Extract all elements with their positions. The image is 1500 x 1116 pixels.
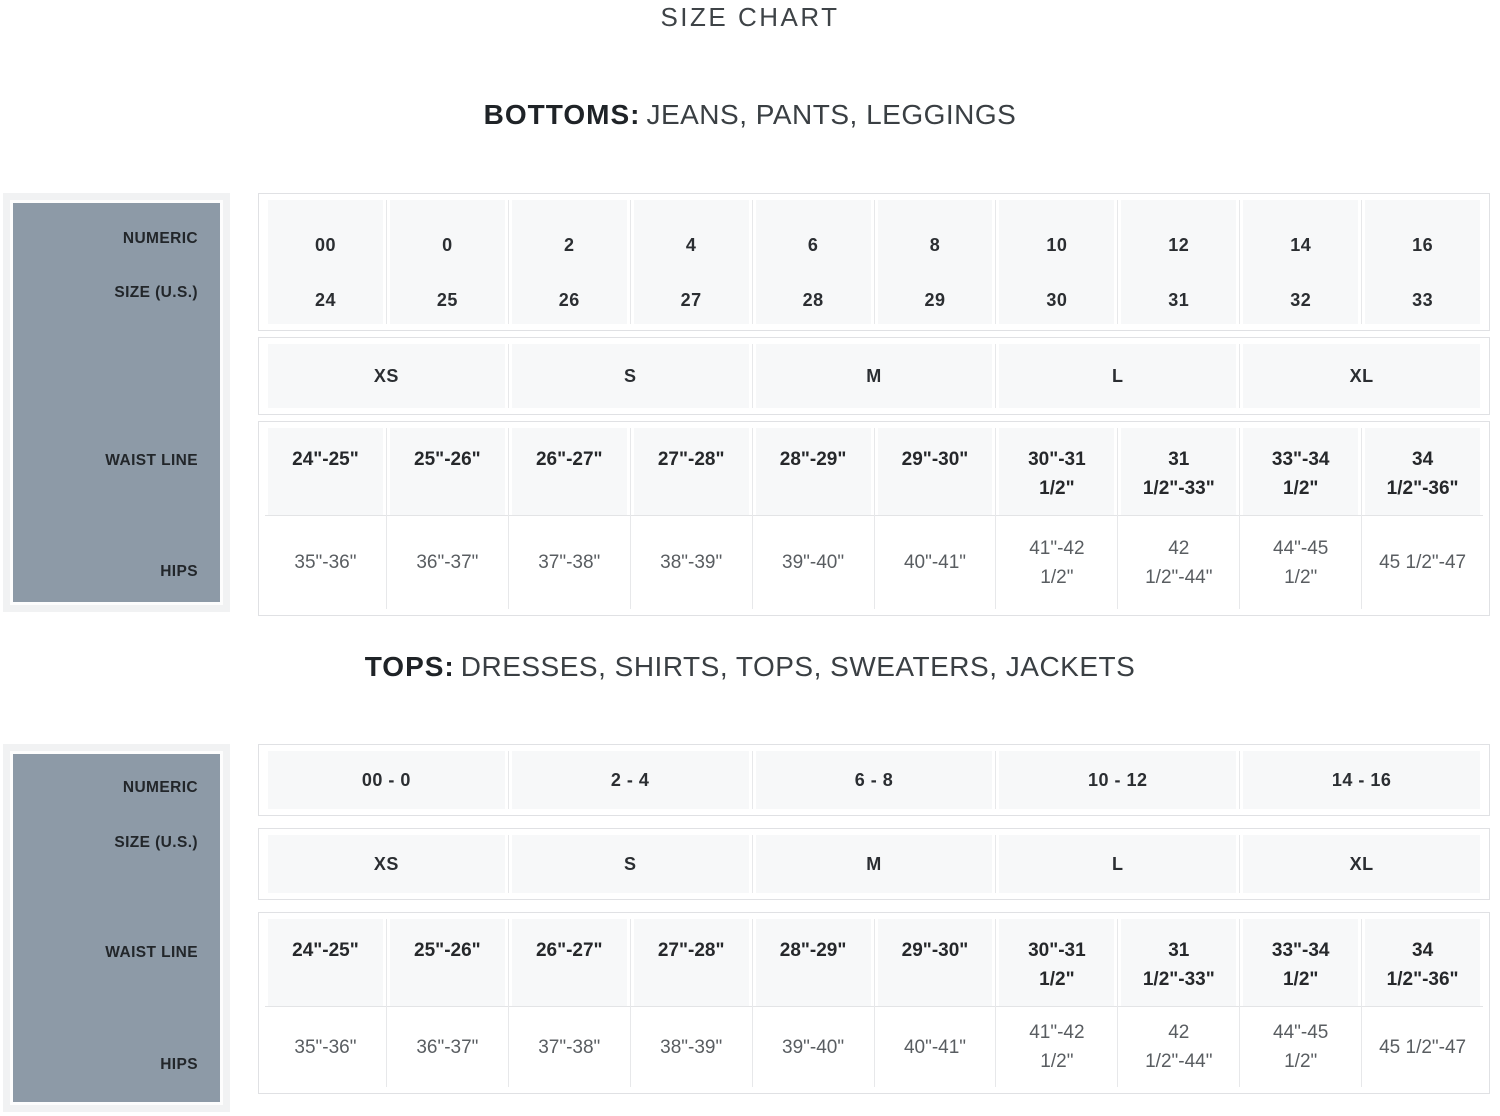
measurement-column (630, 919, 752, 1087)
measurement-column (386, 428, 508, 609)
waist-line-cell (631, 428, 752, 516)
tops-grid (258, 744, 1490, 1094)
numeric-range-value: 10 - 12 (999, 751, 1236, 809)
letter-size-value: XS (268, 835, 505, 893)
hips-cell (265, 516, 386, 609)
tops-label-numeric: NUMERIC (122, 779, 198, 796)
numeric-size-inch: 33 (1412, 290, 1434, 310)
numeric-size-cell (1361, 200, 1483, 324)
numeric-size-us: 00 (314, 235, 336, 255)
numeric-size-cell (630, 200, 752, 324)
measurement-column (995, 428, 1117, 609)
waist-line-cell (387, 919, 508, 1007)
measurement-column (1361, 919, 1483, 1087)
hips-cell (631, 1007, 752, 1087)
numeric-range-cell (995, 751, 1239, 809)
numeric-range-value: 14 - 16 (1243, 751, 1480, 809)
bottoms-numeric-size-row (258, 193, 1490, 331)
numeric-size-us: 8 (929, 235, 941, 255)
numeric-size-cell (1117, 200, 1239, 324)
measurement-column (752, 428, 874, 609)
numeric-size-cell (386, 200, 508, 324)
letter-size-value: L (999, 835, 1236, 893)
tops-letter-size-row (258, 828, 1490, 900)
numeric-size-cell (995, 200, 1117, 324)
waist-line-value: 25"-26" (414, 449, 481, 470)
bottoms-side-panel-background (10, 200, 223, 605)
letter-size-cell (1239, 344, 1483, 408)
hips-cell (753, 516, 874, 609)
tops-label-size-us: SIZE (U.S.) (114, 834, 198, 851)
hips-cell (1118, 1007, 1239, 1087)
waist-line-value: 34 1/2"-36" (1386, 940, 1459, 990)
numeric-size-inch: 32 (1290, 290, 1312, 310)
hips-value: 37"-38" (538, 552, 601, 573)
hips-value: 35"-36" (294, 552, 357, 573)
waist-line-value: 31 1/2"-33" (1142, 940, 1215, 990)
hips-value: 40"-41" (903, 552, 967, 573)
hips-value: 42 1/2"-44" (1145, 1022, 1213, 1072)
hips-value: 42 1/2"-44" (1145, 537, 1213, 588)
letter-size-cell (265, 835, 508, 893)
numeric-size-inch: 27 (680, 290, 702, 310)
letter-size-cell (995, 835, 1239, 893)
numeric-size-cell (508, 200, 630, 324)
bottoms-label-hips: HIPS (160, 563, 198, 580)
bottoms-label-numeric: NUMERIC (122, 230, 198, 247)
hips-cell (996, 516, 1117, 609)
hips-cell (387, 1007, 508, 1087)
tops-numeric-size-row (258, 744, 1490, 816)
letter-size-value: XL (1243, 344, 1480, 408)
measurement-column (1239, 919, 1361, 1087)
hips-cell (509, 516, 630, 609)
waist-line-cell (1118, 428, 1239, 516)
tops-heading (0, 650, 1500, 684)
hips-value: 41"-42 1/2" (1029, 1022, 1085, 1072)
tops-side-panel-background (10, 751, 223, 1105)
numeric-size-us: 10 (1046, 235, 1068, 255)
numeric-size-us: 2 (564, 235, 575, 255)
hips-value: 39"-40" (782, 1036, 845, 1058)
letter-size-cell (508, 344, 752, 408)
hips-value: 38"-39" (660, 1036, 723, 1058)
numeric-range-cell (265, 751, 508, 809)
bottoms-label-size-us: SIZE (U.S.) (114, 284, 198, 301)
numeric-size-inch: 25 (436, 290, 458, 310)
bottoms-label-waist-line: WAIST LINE (105, 452, 198, 469)
measurement-column (1361, 428, 1483, 609)
bottoms-heading-category: BOTTOMS: (483, 99, 641, 130)
numeric-range-value: 2 - 4 (512, 751, 749, 809)
letter-size-cell (752, 835, 996, 893)
numeric-range-cell (752, 751, 996, 809)
tops-measurements-rows (258, 912, 1490, 1094)
waist-line-value: 33"-34 1/2" (1271, 940, 1330, 990)
waist-line-cell (265, 428, 386, 516)
measurement-column (386, 919, 508, 1087)
measurement-column (874, 919, 996, 1087)
numeric-size-cell (752, 200, 874, 324)
numeric-size-inch: 31 (1168, 290, 1190, 310)
bottoms-measurements-rows (258, 421, 1490, 616)
waist-line-value: 27"-28" (657, 940, 725, 961)
waist-line-cell (1240, 919, 1361, 1007)
letter-size-cell (1239, 835, 1483, 893)
numeric-size-cell (874, 200, 996, 324)
bottoms-heading (0, 98, 1500, 132)
letter-size-cell (508, 835, 752, 893)
waist-line-cell (509, 919, 630, 1007)
numeric-size-us: 0 (442, 235, 453, 255)
hips-cell (1362, 516, 1483, 609)
numeric-size-inch: 24 (314, 290, 336, 310)
numeric-range-value: 6 - 8 (756, 751, 993, 809)
letter-size-value: S (512, 344, 749, 408)
letter-size-value: S (512, 835, 749, 893)
numeric-size-us: 12 (1168, 235, 1190, 255)
numeric-range-cell (508, 751, 752, 809)
waist-line-cell (387, 428, 508, 516)
hips-value: 41"-42 1/2" (1029, 537, 1085, 588)
measurement-column (508, 428, 630, 609)
waist-line-value: 26"-27" (535, 449, 603, 470)
hips-value: 39"-40" (782, 552, 845, 573)
measurement-column (630, 428, 752, 609)
hips-value: 36"-37" (416, 1036, 479, 1058)
waist-line-cell (1362, 919, 1483, 1007)
numeric-range-value: 00 - 0 (268, 751, 505, 809)
measurement-column (1117, 428, 1239, 609)
hips-value: 44"-45 1/2" (1273, 537, 1329, 588)
waist-line-cell (875, 428, 996, 516)
numeric-size-cell (265, 200, 386, 324)
letter-size-value: L (999, 344, 1236, 408)
waist-line-value: 24"-25" (292, 449, 359, 470)
letter-size-value: XL (1243, 835, 1480, 893)
tops-heading-items: DRESSES, SHIRTS, TOPS, SWEATERS, JACKETS (460, 651, 1136, 682)
hips-cell (1118, 516, 1239, 609)
hips-value: 38"-39" (660, 552, 723, 573)
hips-cell (387, 516, 508, 609)
size-chart-page (0, 2, 1500, 1112)
waist-line-value: 29"-30" (901, 449, 969, 470)
measurement-column (508, 919, 630, 1087)
waist-line-value: 26"-27" (535, 940, 603, 961)
hips-cell (631, 516, 752, 609)
waist-line-cell (1240, 428, 1361, 516)
waist-line-value: 29"-30" (901, 940, 969, 961)
bottoms-table (0, 193, 1500, 616)
waist-line-cell (753, 428, 874, 516)
waist-line-cell (1118, 919, 1239, 1007)
letter-size-value: M (756, 344, 993, 408)
hips-value: 37"-38" (538, 1036, 601, 1058)
hips-cell (509, 1007, 630, 1087)
waist-line-cell (265, 919, 386, 1007)
hips-cell (265, 1007, 386, 1087)
hips-value: 45 1/2"-47 (1379, 1036, 1467, 1058)
tops-side-label-panel (3, 744, 230, 1112)
numeric-size-us: 6 (807, 235, 819, 255)
hips-value: 35"-36" (294, 1036, 357, 1058)
measurement-column (265, 428, 386, 609)
hips-cell (875, 1007, 996, 1087)
waist-line-cell (996, 428, 1117, 516)
hips-value: 36"-37" (416, 552, 479, 573)
numeric-range-cell (1239, 751, 1483, 809)
hips-cell (753, 1007, 874, 1087)
measurement-column (1117, 919, 1239, 1087)
bottoms-heading-items: JEANS, PANTS, LEGGINGS (646, 99, 1017, 130)
measurement-column (1239, 428, 1361, 609)
hips-cell (1362, 1007, 1483, 1087)
measurement-column (874, 428, 996, 609)
hips-cell (996, 1007, 1117, 1087)
tops-label-hips: HIPS (160, 1056, 198, 1073)
waist-line-cell (996, 919, 1117, 1007)
bottoms-side-label-panel (3, 193, 230, 612)
waist-line-value: 27"-28" (657, 449, 725, 470)
hips-value: 45 1/2"-47 (1379, 552, 1467, 573)
waist-line-cell (509, 428, 630, 516)
numeric-size-inch: 28 (802, 290, 824, 310)
numeric-size-inch: 29 (924, 290, 946, 310)
waist-line-value: 25"-26" (414, 940, 481, 961)
waist-line-value: 28"-29" (779, 940, 847, 961)
waist-line-cell (753, 919, 874, 1007)
letter-size-value: M (756, 835, 993, 893)
hips-cell (1240, 516, 1361, 609)
numeric-size-us: 14 (1290, 235, 1312, 255)
bottoms-grid (258, 193, 1490, 616)
waist-line-value: 28"-29" (779, 449, 847, 470)
numeric-size-cell (1239, 200, 1361, 324)
waist-line-value: 24"-25" (292, 940, 359, 961)
measurement-column (995, 919, 1117, 1087)
numeric-size-us: 4 (685, 235, 697, 255)
measurement-column (265, 919, 386, 1087)
hips-cell (875, 516, 996, 609)
waist-line-value: 30"-31 1/2" (1028, 940, 1086, 990)
letter-size-value: XS (268, 344, 505, 408)
waist-line-value: 31 1/2"-33" (1142, 449, 1215, 499)
bottoms-letter-size-row (258, 337, 1490, 415)
letter-size-cell (265, 344, 508, 408)
waist-line-value: 33"-34 1/2" (1271, 449, 1330, 499)
hips-value: 40"-41" (903, 1036, 967, 1058)
waist-line-cell (1362, 428, 1483, 516)
tops-label-waist-line: WAIST LINE (105, 944, 198, 961)
hips-value: 44"-45 1/2" (1273, 1022, 1329, 1072)
numeric-size-inch: 30 (1046, 290, 1068, 310)
waist-line-cell (631, 919, 752, 1007)
hips-cell (1240, 1007, 1361, 1087)
numeric-size-us: 16 (1412, 235, 1434, 255)
letter-size-cell (995, 344, 1239, 408)
waist-line-cell (875, 919, 996, 1007)
numeric-size-inch: 26 (558, 290, 580, 310)
measurement-column (752, 919, 874, 1087)
letter-size-cell (752, 344, 996, 408)
tops-table (0, 744, 1500, 1112)
tops-heading-category: TOPS: (364, 651, 455, 682)
waist-line-value: 34 1/2"-36" (1386, 449, 1459, 499)
page-title: SIZE CHART (660, 2, 840, 32)
waist-line-value: 30"-31 1/2" (1028, 449, 1086, 499)
